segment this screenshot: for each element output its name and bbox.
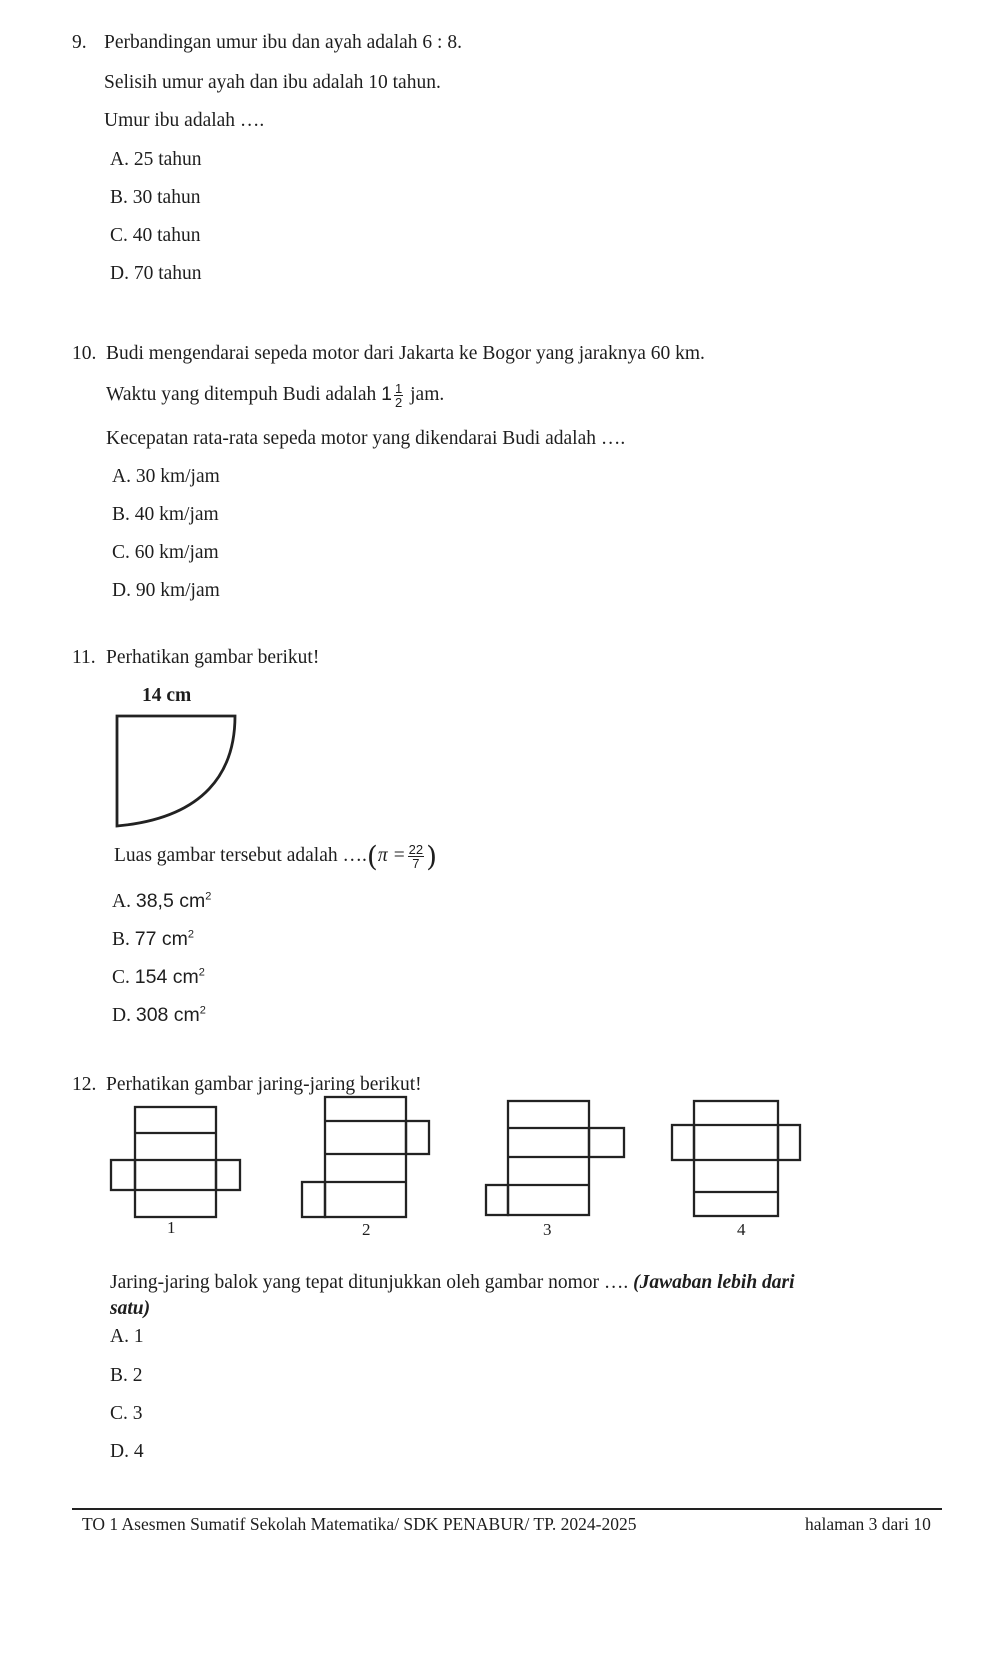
q12-option-b: B. 2 [110, 1365, 143, 1386]
q11-option-b-letter: B. [112, 929, 130, 950]
q12-note-part2: satu) [110, 1298, 151, 1319]
q9-option-b: B. 30 tahun [110, 187, 201, 208]
q10-mixed-whole: 1 [381, 382, 393, 405]
net-4 [672, 1101, 800, 1216]
q9-line3: Umur ibu adalah …. [104, 110, 265, 131]
q12-number: 12. [72, 1074, 97, 1095]
net-label-1: 1 [167, 1218, 176, 1237]
q9-option-d: D. 70 tahun [110, 263, 202, 284]
q9-option-c: C. 40 tahun [110, 225, 201, 246]
q10-option-d: D. 90 km/jam [112, 580, 220, 601]
q9-option-a: A. 25 tahun [110, 149, 202, 170]
footer-divider [72, 1508, 942, 1510]
q11-option-c-value: 154 cm [134, 966, 199, 988]
net-3 [486, 1101, 624, 1215]
q11-option-c-letter: C. [112, 967, 130, 988]
q11-option-a-exp: 2 [205, 890, 212, 903]
net-label-4: 4 [737, 1220, 746, 1239]
q12-note-part1: (Jawaban lebih dari [633, 1272, 795, 1293]
q10-option-c: C. 60 km/jam [112, 542, 219, 563]
q11-option-a-letter: A. [112, 891, 131, 912]
q12-option-c: C. 3 [110, 1403, 143, 1424]
footer-page-number: halaman 3 dari 10 [805, 1514, 931, 1534]
footer-left: TO 1 Asesmen Sumatif Sekolah Matematika/ SDK PENABUR/ TP. 2024-2025 [82, 1514, 637, 1534]
q11-option-d-letter: D. [112, 1005, 131, 1026]
q11-pi-symbol: π = [377, 844, 406, 866]
net-2 [302, 1097, 429, 1217]
q11-figure-label: 14 cm [142, 685, 192, 706]
q12-line1: Perhatikan gambar jaring-jaring berikut! [106, 1074, 422, 1095]
q10-number: 10. [72, 343, 97, 364]
net-label-2: 2 [362, 1220, 371, 1239]
q11-pi-denominator: 7 [412, 856, 420, 871]
q10-fraction-numerator: 1 [395, 381, 403, 396]
q11-close-paren: ) [426, 840, 438, 873]
q10-line2-suffix: jam. [410, 383, 445, 405]
q11-option-d-value: 308 cm [135, 1004, 200, 1026]
q11-question-prefix: Luas gambar tersebut adalah …. [114, 844, 367, 866]
net-1 [111, 1107, 240, 1217]
q9-line2: Selisih umur ayah dan ibu adalah 10 tahun. [104, 72, 441, 93]
q11-number: 11. [72, 647, 96, 668]
q11-option-a-value: 38,5 cm [135, 890, 206, 912]
q11-open-paren: ( [366, 840, 378, 873]
q10-option-a: A. 30 km/jam [112, 466, 220, 487]
q10-line3: Kecepatan rata-rata sepeda motor yang dikendarai Budi adalah …. [106, 428, 626, 449]
q10-line1: Budi mengendarai sepeda motor dari Jakarta ke Bogor yang jaraknya 60 km. [106, 343, 705, 364]
q11-option-b-exp: 2 [187, 928, 194, 941]
q9-line1: Perbandingan umur ibu dan ayah adalah 6 : 8. [104, 32, 462, 53]
q11-option-d-exp: 2 [199, 1004, 206, 1017]
q11-option-c-exp: 2 [198, 966, 205, 979]
q10-option-b: B. 40 km/jam [112, 504, 219, 525]
q10-line2-prefix: Waktu yang ditempuh Budi adalah [106, 383, 377, 405]
q12-question [110, 1272, 795, 1294]
q11-pi-numerator: 22 [408, 842, 424, 857]
q12-question-text: Jaring-jaring balok yang tepat ditunjukkan oleh gambar nomor …. [110, 1272, 629, 1293]
q9-number: 9. [72, 32, 87, 53]
q12-option-d: D. 4 [110, 1441, 144, 1462]
q11-option-b-value: 77 cm [134, 928, 188, 950]
q11-line1: Perhatikan gambar berikut! [106, 647, 320, 668]
q10-fraction-denominator: 2 [395, 395, 403, 410]
q12-option-a: A. 1 [110, 1326, 144, 1347]
net-label-3: 3 [543, 1220, 552, 1239]
